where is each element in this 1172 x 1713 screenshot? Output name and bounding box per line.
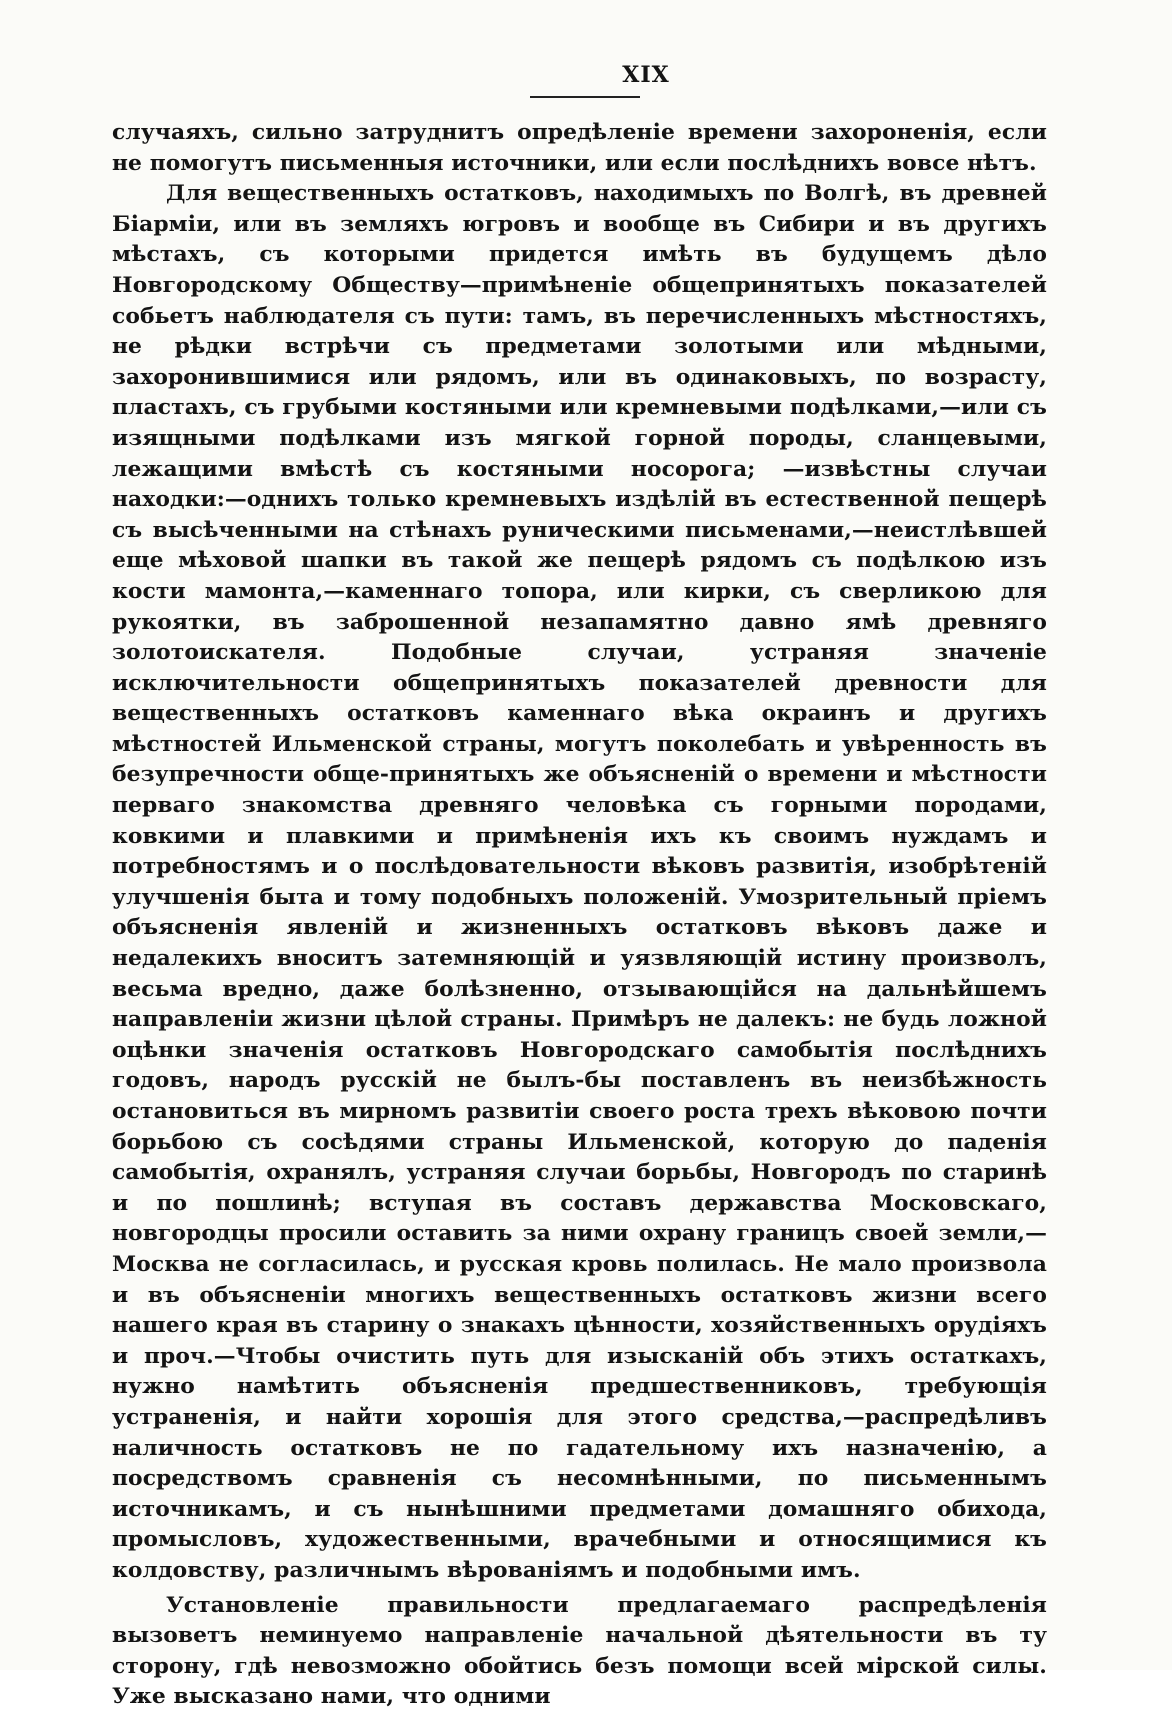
paragraph-continuation: случаяхъ, сильно затруднитъ опредѣленіе времени захороненія, если не помогутъ письменныя источники, или если послѣднихъ вовсе нѣтъ.	[112, 120, 1047, 176]
paragraph-establishment: Установленіе правильности предлагаемаго распредѣленія вызоветъ неминуемо направленіе начальной дѣятельности въ ту сторону, гдѣ невозможно обойтись безъ помощи всей мірской силы. Уже высказано нами, что одними	[112, 1592, 1047, 1710]
page-header	[0, 62, 1172, 88]
paragraph-material-remains: Для вещественныхъ остатковъ, находимыхъ по Волгѣ, въ древней Біармiи, или въ земляхъ югровъ и вообще въ Сибири и въ другихъ мѣстахъ, съ которыми придется имѣть въ будущемъ дѣло Новгородскому Обществу—примѣненіе общепринятыхъ показателей собьетъ наблюдателя съ пути: тамъ, въ перечисленныхъ мѣстностяхъ, не рѣдки встрѣчи съ предметами золотыми или мѣдными, захоронившимися или рядомъ, или въ одинаковыхъ, по возрасту, пластахъ, съ грубыми костяными или кремневыми подѣлками,—или съ изящными подѣлками изъ мягкой горной породы, сланцевыми, лежащими вмѣстѣ съ костяными носорога; —извѣстны случаи находки:—однихъ только кремневыхъ издѣлій въ естественной пещерѣ съ высѣченными на стѣнахъ руническими письменами,—неистлѣвшей еще мѣховой шапки въ такой же пещерѣ рядомъ съ подѣлкою изъ кости мамонта,—каменнаго топора, или кирки, съ сверликою для рукоятки, въ заброшенной незапамятно давно ямѣ древняго золотоискателя. Подобные случаи, устраняя значеніе исключительности общепринятыхъ показателей древности для вещественныхъ остатковъ каменнаго вѣка окраинъ и другихъ мѣстностей Ильменской страны, могутъ поколебать и увѣренность въ безупречности обще-принятыхъ же объясненій о времени и мѣстности перваго знакомства древняго человѣка съ горными породами, ковкими и плавкими и примѣненія ихъ къ своимъ нуждамъ и потребностямъ и о послѣдовательности вѣковъ развитія, изобрѣтеній улучшенія быта и тому подобныхъ положеній. Умозрительный пріемъ объясненія явленій и жизненныхъ остатковъ вѣковъ даже и недалекихъ вноситъ затемняющій и уязвляющій истину произволъ, весьма вредно, даже болѣзненно, отзывающійся на дальнѣйшемъ направленіи жизни цѣлой страны. Примѣръ не далекъ: не будь ложной оцѣнки значенія остатковъ Новгородскаго самобытія послѣднихъ годовъ, народъ русскій не былъ-бы поставленъ въ неизбѣжность остановиться въ мирномъ развитіи своего роста трехъ вѣковою почти борьбою съ сосѣдями страны Ильменской, которую до паденія самобытія, охранялъ, устраняя случаи борьбы, Новгородъ по старинѣ и по пошлинѣ; вступая въ составъ державства Московскаго, новгородцы просили оставить за ними охрану границъ своей земли,—Москва не согласилась, и русская кровь полилась. Не мало произвола и въ объясненіи многихъ вещественныхъ остатковъ жизни всего нашего края въ старину о знакахъ цѣнности, хозяйственныхъ орудіяхъ и проч.—Чтобы очистить путь для изысканій объ этихъ остаткахъ, нужно намѣтить объясненія предшественниковъ, требующія устраненія, и найти хорошія для этого средства,—распредѣливъ наличность остатковъ не по гадательному ихъ назначенію, а посредствомъ сравненія съ несомнѣнными, по письменнымъ источникамъ, и съ нынѣшними предметами домашняго обихода, промысловъ, художественными, врачебными и относящимися къ колдовству, различнымъ вѣрованіямъ и подобными имъ.	[112, 181, 1047, 1583]
header-rule	[530, 96, 640, 98]
body-text	[112, 118, 1047, 1713]
page-number: XIX	[622, 62, 670, 88]
